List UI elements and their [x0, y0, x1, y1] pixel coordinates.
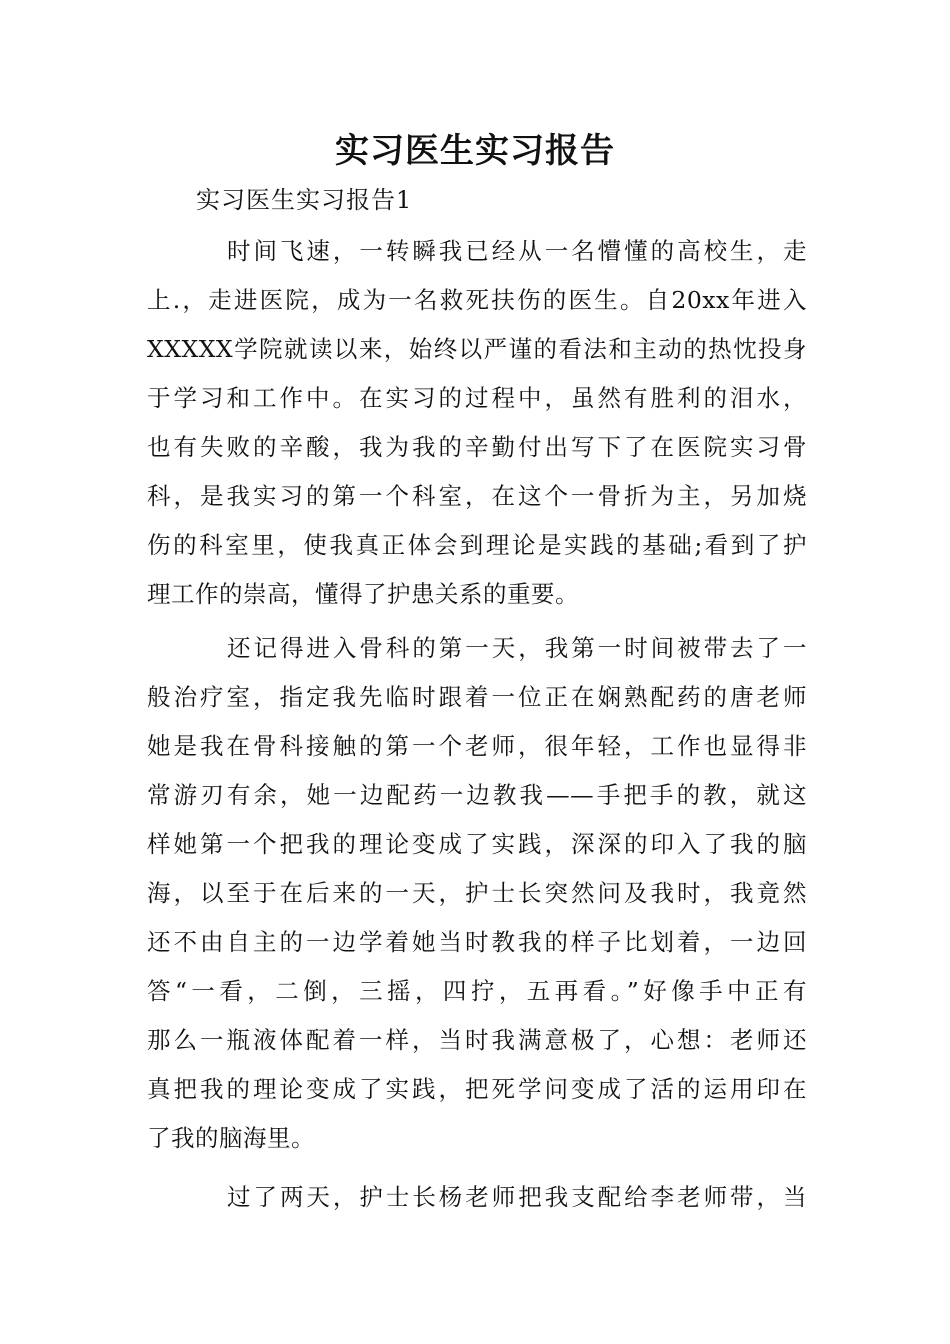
document-title: 实习医生实习报告 — [335, 131, 615, 171]
paragraph-line: 常游刃有余，她一边配药一边教我——手把手的教，就这 — [147, 781, 807, 809]
paragraph-line: 于学习和工作中。在实习的过程中，虽然有胜利的泪水， — [147, 384, 807, 412]
paragraph-line: XXXXX学院就读以来，始终以严谨的看法和主动的热忱投身 — [147, 335, 807, 363]
paragraph-line: 过了两天，护士长杨老师把我支配给李老师带，当 — [227, 1183, 807, 1211]
paragraph-line: 她是我在骨科接触的第一个老师，很年轻，工作也显得非 — [147, 732, 807, 760]
paragraph-1 — [147, 227, 807, 619]
paragraph-line: 科，是我实习的第一个科室，在这个一骨折为主，另加烧 — [147, 482, 807, 510]
paragraph-line: 真把我的理论变成了实践，把死学问变成了活的运用印在 — [147, 1075, 807, 1103]
document-subtitle: 实习医生实习报告1 — [196, 186, 413, 214]
paragraph-line: 还记得进入骨科的第一天，我第一时间被带去了一 — [227, 634, 807, 662]
paragraph-line: 那么一瓶液体配着一样，当时我满意极了，心想：老师还 — [147, 1026, 807, 1054]
paragraph-line: 时间飞速，一转瞬我已经从一名懵懂的高校生，走 — [227, 237, 807, 265]
paragraph-line: 理工作的崇高，懂得了护患关系的重要。 — [147, 580, 579, 608]
paragraph-line: 伤的科室里，使我真正体会到理论是实践的基础;看到了护 — [147, 531, 807, 559]
paragraph-2 — [147, 624, 807, 1163]
paragraph-line: 答“一看，二倒，三摇，四拧，五再看。”好像手中正有 — [147, 977, 807, 1005]
paragraph-3 — [147, 1173, 807, 1222]
paragraph-line: 了我的脑海里。 — [147, 1124, 315, 1152]
paragraph-line: 般治疗室，指定我先临时跟着一位正在娴熟配药的唐老师 — [147, 683, 807, 711]
paragraph-line: 海，以至于在后来的一天，护士长突然问及我时，我竟然 — [147, 879, 807, 907]
paragraph-line: 上.，走进医院，成为一名救死扶伤的医生。自20xx年进入 — [147, 286, 807, 314]
paragraph-line: 样她第一个把我的理论变成了实践，深深的印入了我的脑 — [147, 830, 807, 858]
paragraph-line: 还不由自主的一边学着她当时教我的样子比划着，一边回 — [147, 928, 807, 956]
paragraph-line: 也有失败的辛酸，我为我的辛勤付出写下了在医院实习骨 — [147, 433, 807, 461]
